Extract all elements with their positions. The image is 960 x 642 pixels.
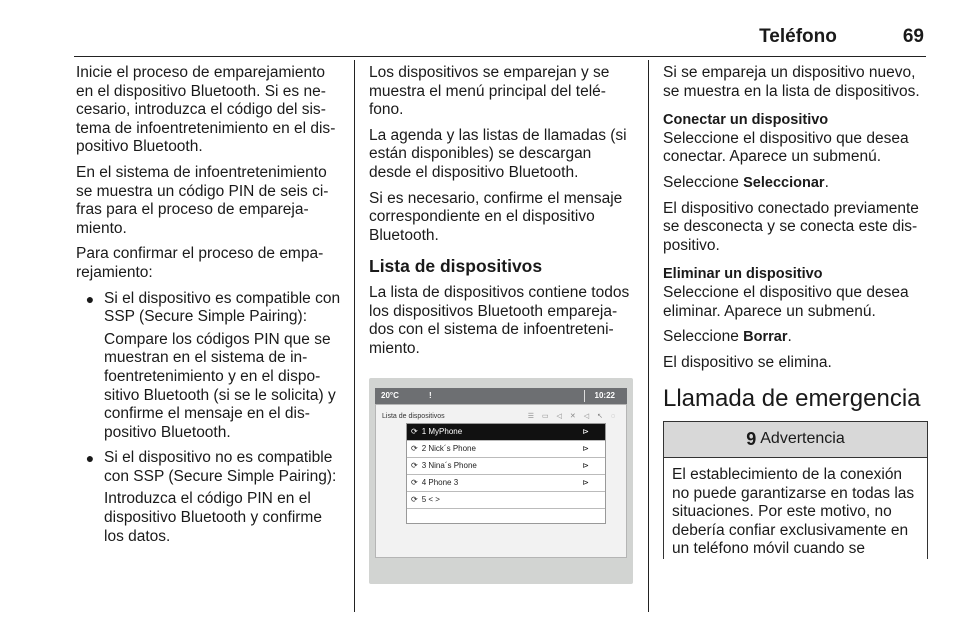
alert-icon: !: [429, 391, 432, 401]
device-list-item[interactable]: [407, 458, 605, 475]
menu-option-label: Borrar: [743, 329, 788, 346]
screen-title: Lista de dispositivos: [382, 413, 445, 421]
clock: 10:22: [594, 391, 615, 401]
subheading: Eliminar un dispositivo: [663, 266, 823, 283]
screen-panel: [375, 404, 627, 558]
device-name: 4 Phone 3: [421, 478, 459, 488]
warning-title: Advertencia: [760, 430, 845, 448]
bullet-text: Si el dispositivo es compatible con SSP (Secure Simple Pairing):: [104, 289, 341, 326]
device-name: 2 Nick´s Phone: [421, 444, 476, 454]
warning-icon: 9: [746, 429, 757, 450]
bullet-subtext: Compare los códigos PIN que se muestran en el sistema de infoentretenimiento y en el dispositivo Bluetooth (si se le solicita) y confirme el mensaje en el dispositivo Bluetooth.: [104, 330, 336, 441]
section-heading: Lista de dispositivos: [369, 256, 543, 277]
bluetooth-device-icon: ⟳: [411, 495, 418, 505]
paragraph: Los dispositivos se emparejan y se muestra el menú principal del teléfono.: [369, 64, 610, 119]
device-list-item[interactable]: [407, 424, 605, 441]
paragraph: [663, 328, 928, 347]
page-header: [759, 26, 924, 48]
chevron-right-icon: ⊳: [582, 427, 589, 437]
text: .: [787, 328, 792, 346]
column-1: [76, 64, 342, 553]
text: Seleccione: [663, 173, 744, 191]
device-name: 3 Nina´s Phone: [421, 461, 477, 471]
paragraph: En el sistema de infoentretenimiento se muestra un código PIN de seis cifras para el proceso de emparejamiento.: [76, 163, 329, 237]
chevron-right-icon: ⊳: [582, 444, 589, 454]
header-rule: [74, 56, 926, 57]
bullet-text: Si el dispositivo no es compatible con SSP (Secure Simple Pairing):: [104, 449, 337, 485]
list-item: [76, 449, 342, 486]
column-3: [663, 64, 928, 559]
paragraph: Si es necesario, confirme el mensaje correspondiente en el dispositivo Bluetooth.: [369, 189, 623, 244]
temperature: 20°C: [381, 391, 399, 401]
list-item: [76, 290, 342, 327]
device-list-item[interactable]: [407, 475, 605, 492]
device-list-item[interactable]: [407, 492, 605, 509]
warning-box: [663, 421, 928, 559]
bluetooth-device-icon: ⟳: [411, 427, 418, 437]
device-name: 1 MyPhone: [421, 427, 463, 437]
status-icons: ☰ ▭ ◁ ✕ ◁ ↖ ◌: [527, 413, 618, 421]
text: .: [824, 173, 829, 191]
bluetooth-device-icon: ⟳: [411, 444, 418, 454]
paragraph: El dispositivo conectado previamente se desconecta y se conecta este dispositivo.: [663, 199, 919, 254]
text: Seleccione: [663, 328, 744, 346]
device-name: 5 < >: [421, 495, 440, 505]
chevron-right-icon: ⊳: [582, 478, 589, 488]
status-bar: [375, 388, 627, 404]
paragraph: [663, 174, 928, 193]
list-spacer: [407, 509, 605, 523]
paragraph: Seleccione el dispositivo que desea conectar. Aparece un submenú.: [663, 129, 909, 166]
paragraph: Inicie el proceso de emparejamiento en el dispositivo Bluetooth. Si es necesario, introduzca el código del sistema de infoentretenimiento en el dispositivo Bluetooth.: [76, 64, 336, 156]
paragraph: La agenda y las listas de llamadas (si están disponibles) se descargan desde el dispositivo Bluetooth.: [369, 126, 627, 181]
menu-option-label: Seleccionar: [743, 174, 825, 191]
chevron-right-icon: ⊳: [582, 461, 589, 471]
device-list: [406, 423, 606, 524]
page-number: 69: [902, 26, 924, 47]
column-2: [369, 64, 635, 584]
warning-text: El establecimiento de la conexión no puede garantizarse en todas las situaciones. Por este motivo, no debería confiar exclusivamente en un teléfono móvil cuando se: [672, 465, 915, 558]
bullet: ●: [85, 290, 95, 307]
bluetooth-device-icon: ⟳: [411, 461, 418, 471]
header-title: Teléfono: [759, 26, 837, 47]
paragraph: Para confirmar el proceso de emparejamiento:: [76, 245, 324, 281]
paragraph: El dispositivo se elimina.: [663, 353, 832, 371]
section-title: Llamada de emergencia: [663, 385, 921, 413]
subheading: Conectar un dispositivo: [663, 112, 829, 129]
column-divider: [648, 60, 649, 612]
paragraph: Seleccione el dispositivo que desea eliminar. Aparece un submenú.: [663, 283, 909, 320]
bullet-subtext: Introduzca el código PIN en el dispositivo Bluetooth y confirme los datos.: [104, 490, 322, 545]
device-list-screenshot: [369, 378, 633, 584]
paragraph: La lista de dispositivos contiene todos los dispositivos Bluetooth emparejados con el sistema de infoentretenimiento.: [369, 283, 630, 357]
paragraph: Si se empareja un dispositivo nuevo, se muestra en la lista de dispositivos.: [663, 64, 920, 100]
status-divider: [584, 390, 585, 402]
bullet: ●: [85, 450, 95, 467]
warning-header: [664, 422, 927, 458]
device-list-item[interactable]: [407, 441, 605, 458]
bluetooth-device-icon: ⟳: [411, 478, 418, 488]
column-divider: [354, 60, 355, 612]
